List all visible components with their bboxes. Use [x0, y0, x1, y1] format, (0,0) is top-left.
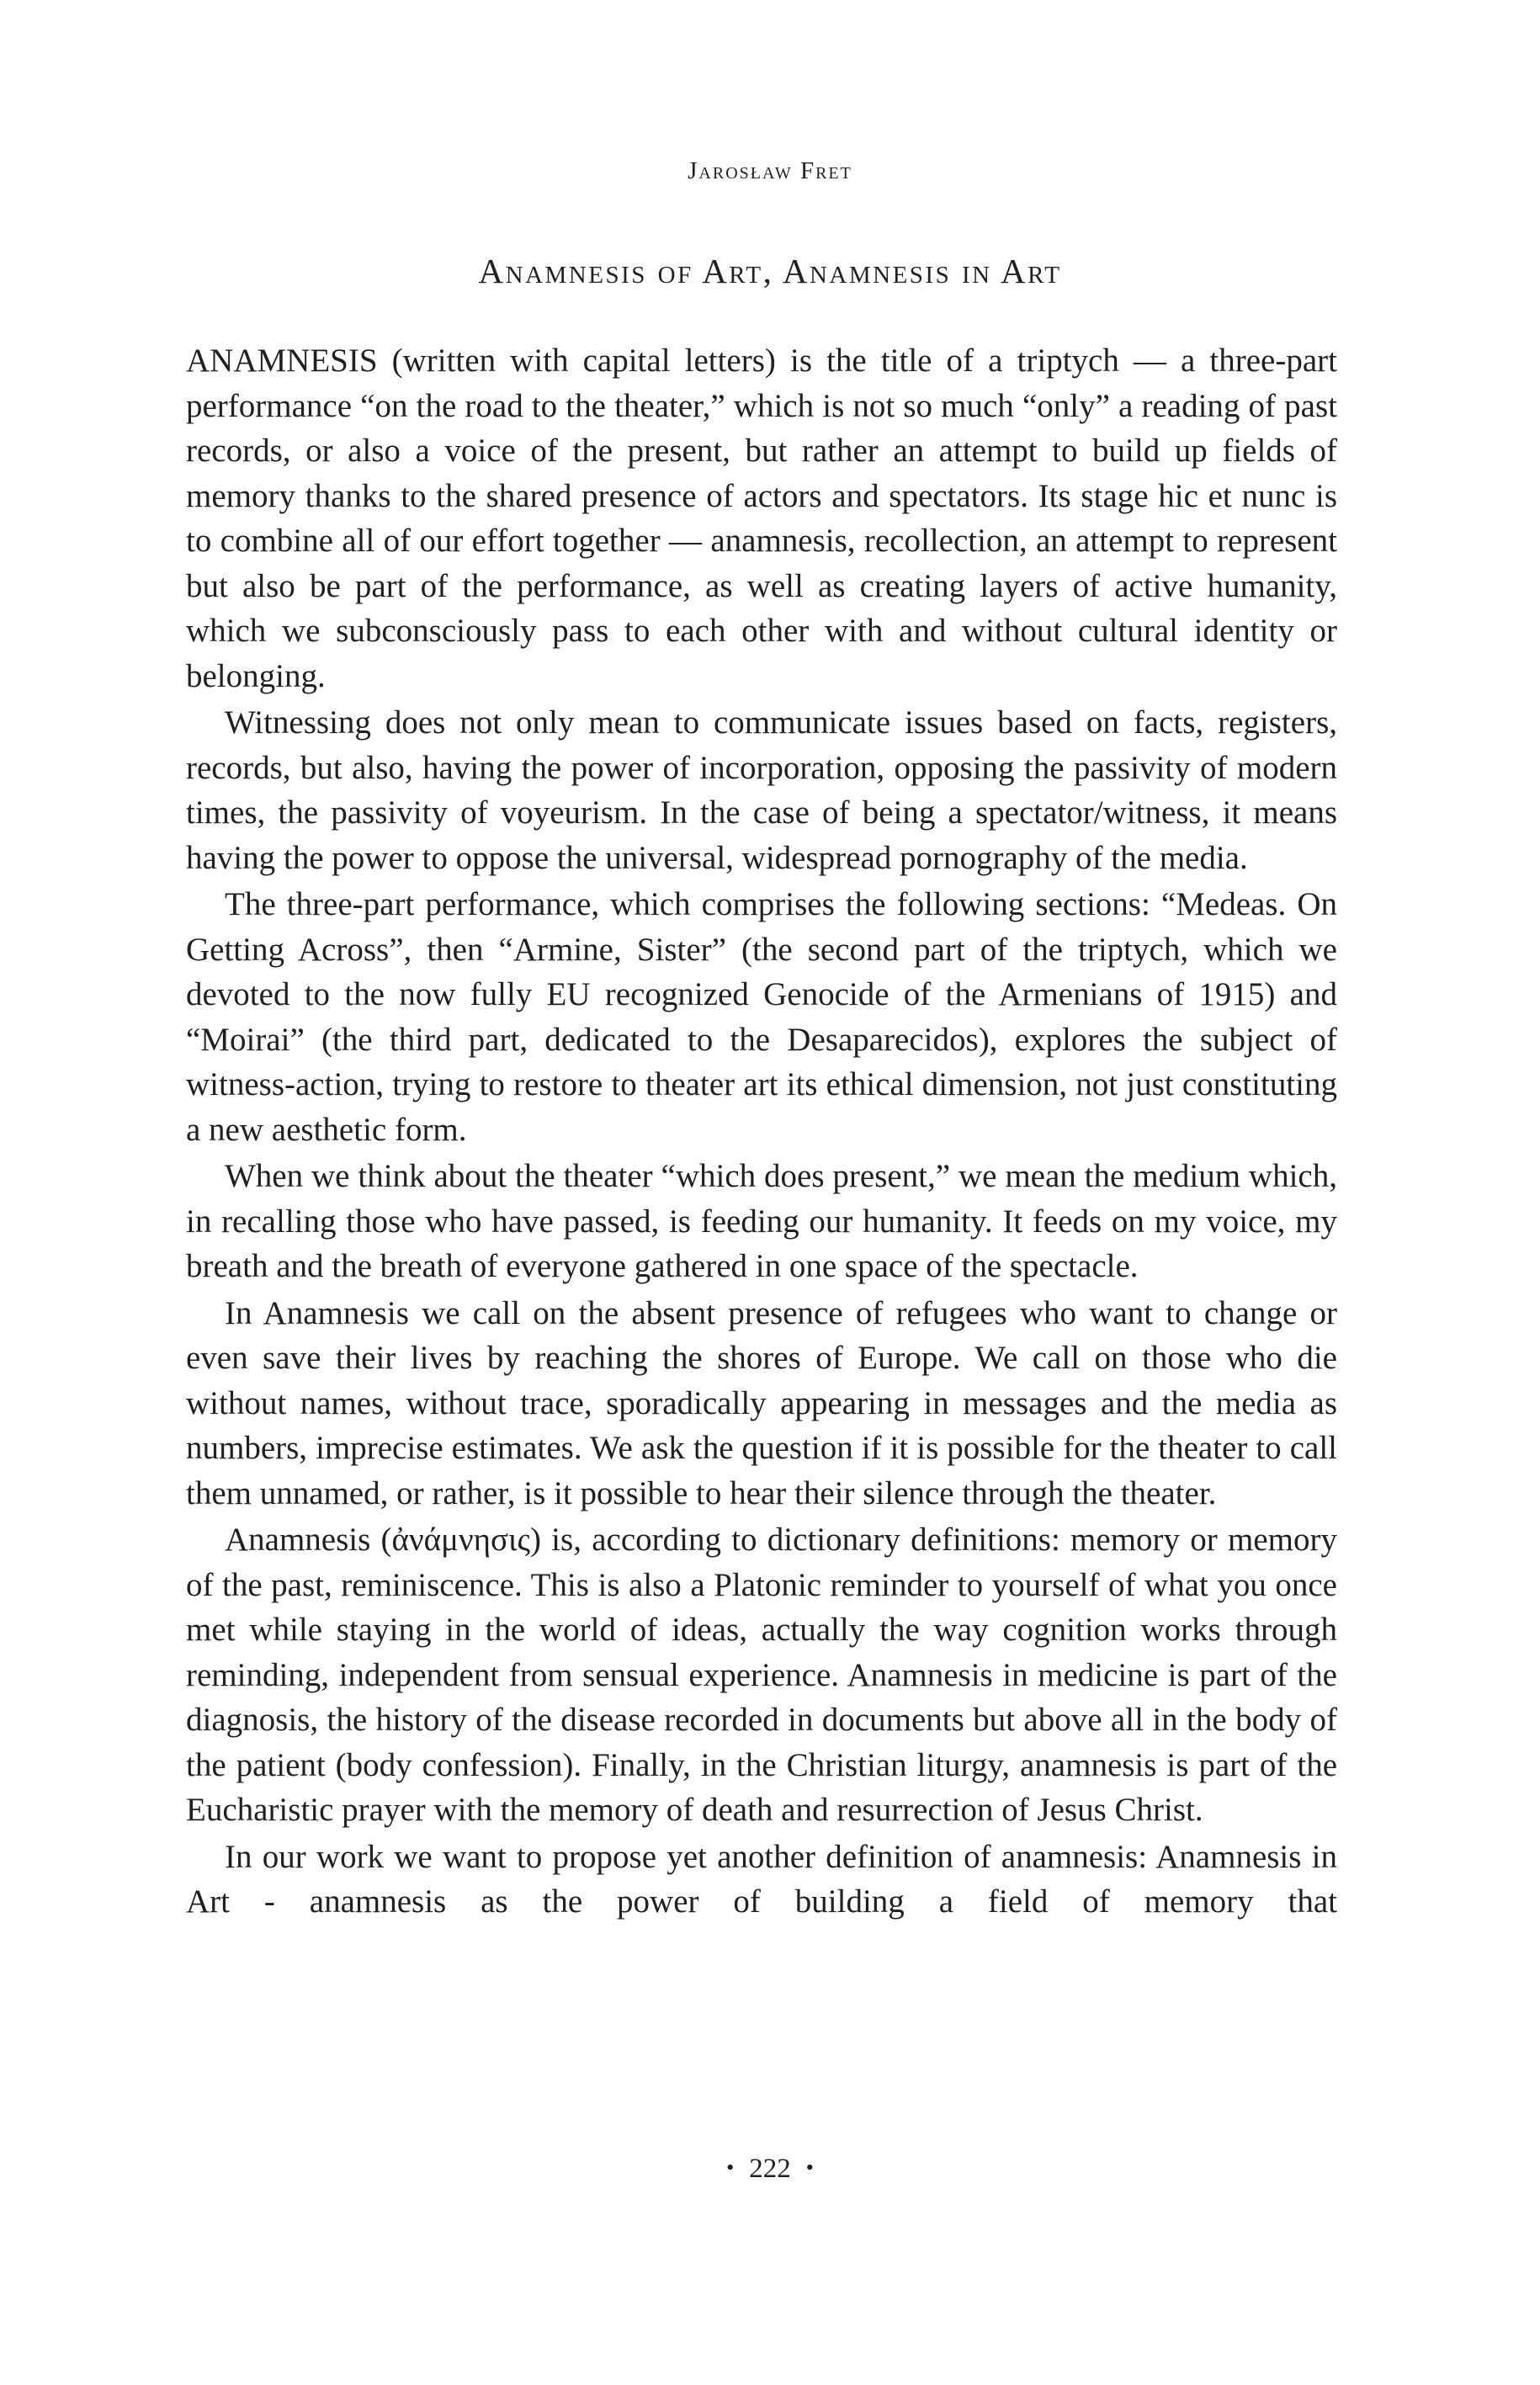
folio-ornament-left: •	[726, 2155, 735, 2180]
running-head-author: Jarosław Fret	[688, 157, 852, 184]
paragraph-1: ANAMNESIS (written with capital letters) is the title of a triptych — a three-part performance “on the road to the theater,” which is not so much “only” a reading of past records, or also a voice of the present, but rather an attempt to build up fields of memory thanks to the shared presence of actors and spectators. Its stage hic et nunc is to combine all of our effort together — anamnesis, recollection, an attempt to represent but also be part of the performance, as well as creating layers of active humanity, which we subconsciously pass to each other with and without cultural identity or belonging.	[186, 343, 1337, 694]
paragraph-2: Witnessing does not only mean to communicate issues based on facts, registers, records, but also, having the power of incorporation, opposing the passivity of modern times, the passivity of voyeurism. In the case of being a spectator/witness, it means having the power to oppose the universal, widespread pornography of the media.	[186, 704, 1337, 876]
page-number-footer	[0, 2151, 1540, 2186]
paragraph-7: In our work we want to propose yet another definition of anamnesis: Anamnesis in Art - anamnesis as the power of building a field of memory that	[186, 1838, 1337, 1920]
chapter-title: Anamnesis of Art, Anamnesis in Art	[478, 252, 1062, 290]
paragraph-3: The three-part performance, which comprises the following sections: “Medeas. On Getting Across”, then “Armine, Sister” (the second part of the triptych, which we devoted to the now fully EU recognized Genocide of the Armenians of 1915) and “Moirai” (the third part, dedicated to the Desaparecidos), explores the subject of witness-action, trying to restore to theater art its ethical dimension, not just constituting a new aesthetic form.	[186, 886, 1337, 1148]
page-number: 222	[749, 2154, 791, 2184]
body-text	[186, 338, 1337, 1925]
paragraph-5: In Anamnesis we call on the absent presence of refugees who want to change or even save their lives by reaching the shores of Europe. We call on those who die without names, without trace, sporadically appearing in messages and the media as numbers, imprecise estimates. We ask the question if it is possible for the theater to call them unnamed, or rather, is it possible to hear their silence through the theater.	[186, 1294, 1337, 1511]
paragraph-4: When we think about the theater “which does present,” we mean the medium which, in recalling those who have passed, is feeding our humanity. It feeds on my voice, my breath and the breath of everyone gathered in one space of the spectacle.	[186, 1158, 1337, 1284]
paragraph-6: Anamnesis (ἀνάμνησις) is, according to dictionary definitions: memory or memory of the past, reminiscence. This is also a Platonic reminder to yourself of what you once met while staying in the world of ideas, actually the way cognition works through reminding, independent from sensual experience. Anamnesis in medicine is part of the diagnosis, the history of the disease recorded in documents but above all in the body of the patient (body confession). Finally, in the Christian liturgy, anamnesis is part of the Eucharistic prayer with the memory of death and resurrection of Jesus Christ.	[186, 1522, 1337, 1828]
folio-ornament-right: •	[805, 2155, 814, 2180]
